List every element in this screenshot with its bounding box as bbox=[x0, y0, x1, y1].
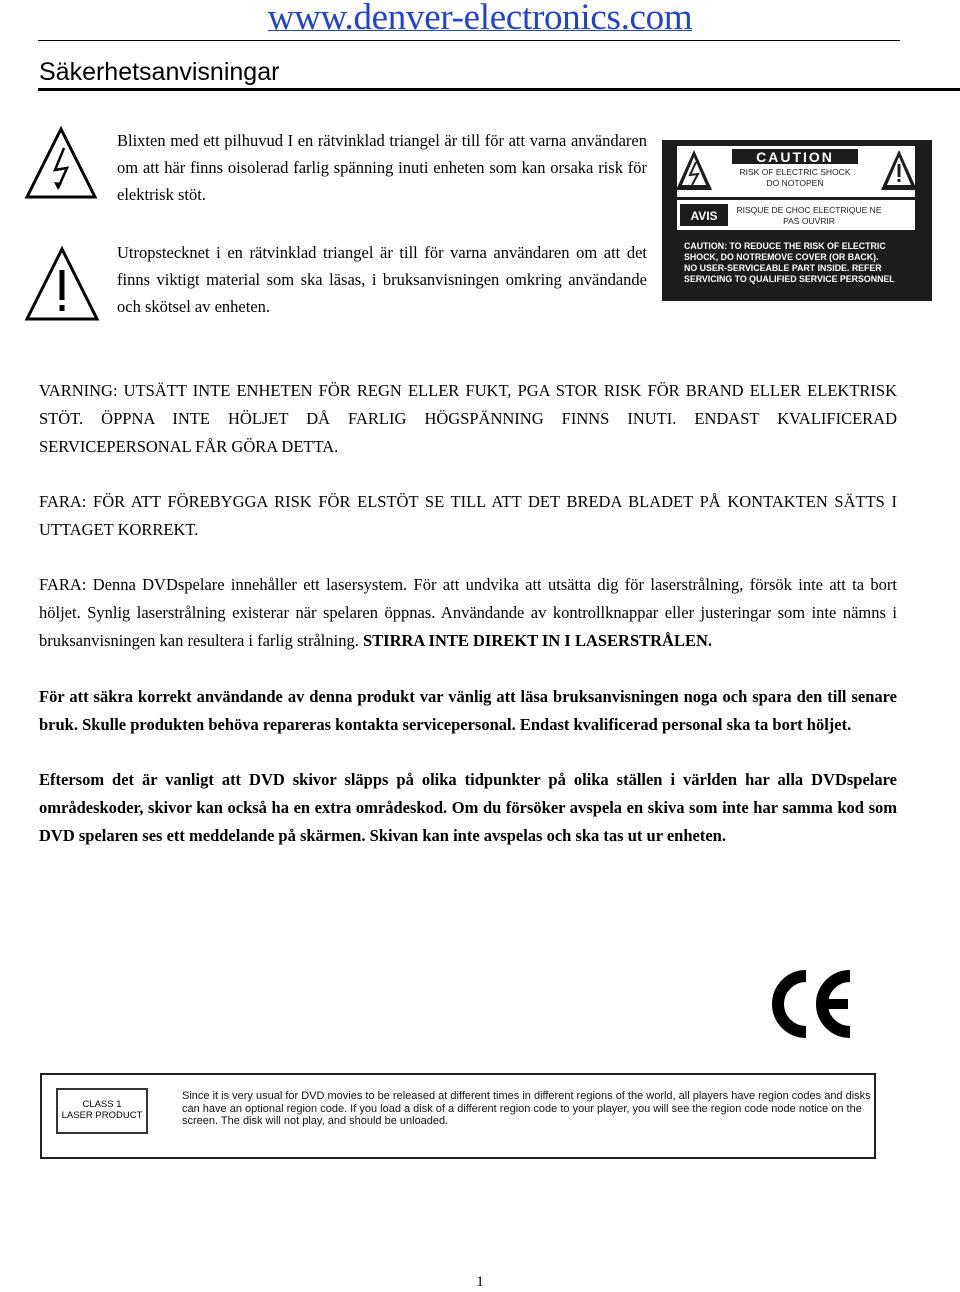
fara-label: FARA: bbox=[39, 575, 87, 594]
region-code-note: Since it is very usual for DVD movies to be released at different times in different regions of the world, all players have region codes and disks can have an optional region code. If you load a disk of a different region code to your player, you will see the region code node notice on the screen. The disk will not play, and should be unloaded. bbox=[182, 1090, 871, 1127]
avis-heading: AVIS bbox=[690, 209, 718, 223]
page-title: Säkerhetsanvisningar bbox=[39, 58, 280, 86]
laser-product-line: LASER PRODUCT bbox=[61, 1110, 143, 1121]
caution-notice-line4: SERVICING TO QUALIFIED SERVICE PERSONNEL bbox=[684, 274, 895, 284]
lightning-symbol-text: Blixten med ett pilhuvud I en rätvinklad triangel är till för att varna användaren om att här finns oisolerad farlig spänning inuti enheten som kan orsaka risk för elektrisk stöt. bbox=[117, 131, 647, 204]
exclamation-triangle-icon bbox=[24, 246, 100, 322]
header-rule bbox=[38, 40, 900, 41]
risk-en-line1: RISK OF ELECTRIC SHOCK bbox=[739, 167, 851, 177]
risk-fr-line1: RISQUE DE CHOC ELECTRIQUE NE bbox=[736, 205, 882, 215]
caution-heading: CAUTION bbox=[756, 149, 834, 165]
ce-mark-icon bbox=[768, 968, 858, 1040]
caution-label bbox=[662, 140, 932, 301]
fara-plug-paragraph: FARA: FÖR ATT FÖREBYGGA RISK FÖR ELSTÖT SE TILL ATT DET BREDA BLADET PÅ KONTAKTEN SÄTTS I UTTAGET KORREKT. bbox=[39, 492, 897, 539]
caution-notice-line1: CAUTION: TO REDUCE THE RISK OF ELECTRIC bbox=[684, 241, 886, 251]
varning-paragraph: VARNING: UTSÄTT INTE ENHETEN FÖR REGN ELLER FUKT, PGA STOR RISK FÖR BRAND ELLER ELEKTRISK STÖT. ÖPPNA INTE HÖLJET DÅ FARLIG HÖGSPÄNNING FINNS INUTI. ENDAST KVALIFICERAD SERVICEPERSONAL FÅR GÖRA DETTA. bbox=[39, 381, 897, 456]
class1-line: CLASS 1 bbox=[82, 1099, 122, 1110]
exclamation-symbol-text: Utropstecknet i en rätvinklad triangel är till för varna användaren om att det finns viktigt material som ska läsas, i bruksanvisningen omkring användande och skötsel av enheten. bbox=[117, 243, 647, 316]
fara-laser-text: Denna DVDspelare innehåller ett lasersystem. För att undvika att utsätta dig för laserstrålning, försök inte att ta bort höljet. Synlig laserstrålning existerar när spelaren öppnas. Användande av kontrollknappar eller justeringar som inte nämns i bruksanvisningen kan resultera i farlig strålning. bbox=[39, 575, 897, 650]
title-rule bbox=[38, 88, 960, 91]
risk-en-line2: DO NOTOPEN bbox=[766, 178, 824, 188]
laser-region-label bbox=[40, 1073, 876, 1159]
caution-notice-line3: NO USER-SERVICEABLE PART INSIDE. REFER bbox=[684, 263, 882, 273]
region-paragraph: Eftersom det är vanligt att DVD skivor släpps på olika tidpunkter på olika ställen i världen har alla DVDspelare områdeskoder, skivor kan också ha en extra områdeskod. Om du försöker avspela en skiva som inte har samma kod som DVD spelaren ses ett meddelande på skärmen. Skivan kan inte avspelas och ska tas ut ur enheten. bbox=[39, 770, 897, 845]
usage-paragraph: För att säkra korrekt användande av denna produkt var vänlig att läsa bruksanvisningen noga och spara den till senare bruk. Skulle produkten behöva repareras kontakta servicepersonal. Endast kvalificerad personal ska ta bort höljet. bbox=[39, 687, 897, 734]
fara-laser-paragraph bbox=[39, 571, 897, 655]
fara-laser-bold: STIRRA INTE DIREKT IN I LASERSTRÅLEN. bbox=[362, 631, 713, 650]
page-number: 1 bbox=[476, 1274, 484, 1290]
caution-notice-line2: SHOCK, DO NOTREMOVE COVER (OR BACK). bbox=[684, 252, 879, 262]
website-url[interactable]: www.denver-electronics.com bbox=[267, 0, 693, 38]
lightning-triangle-icon bbox=[24, 126, 98, 200]
risk-fr-line2: PAS OUVRIR bbox=[783, 216, 835, 226]
class1-laser-badge bbox=[56, 1088, 148, 1134]
